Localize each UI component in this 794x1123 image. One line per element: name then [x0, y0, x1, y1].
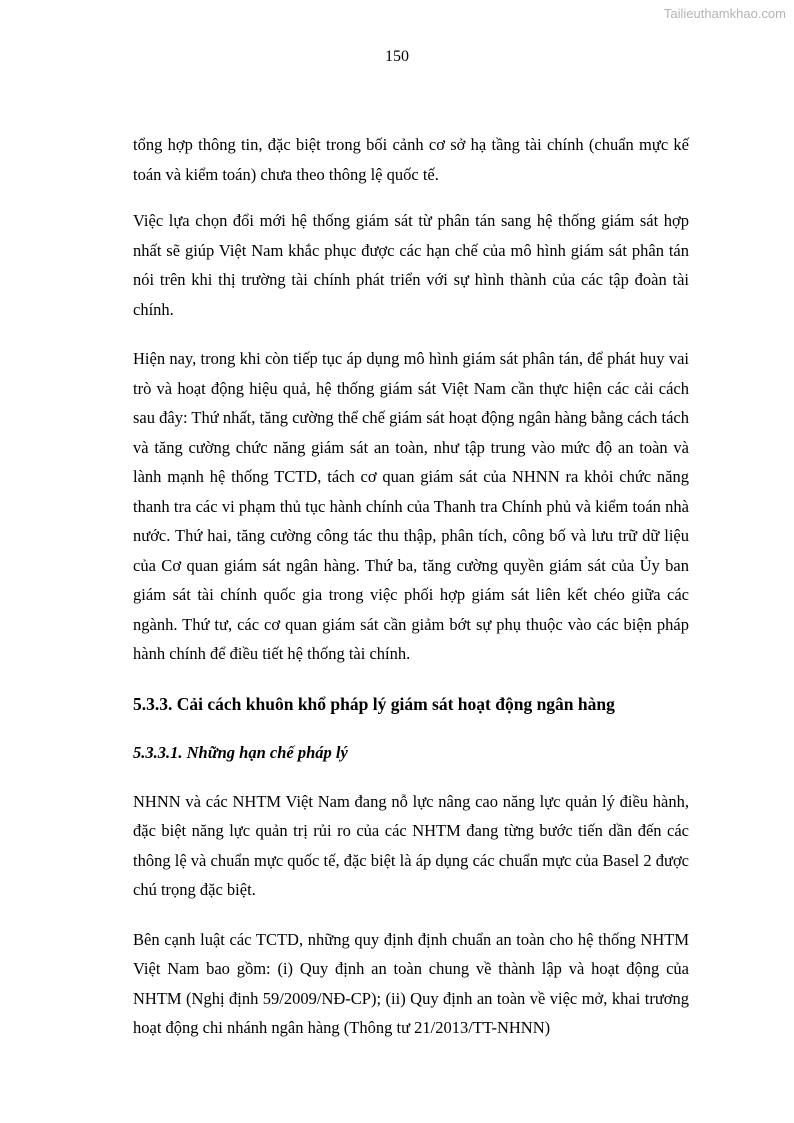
- subsection-heading: 5.3.3.1. Những hạn chế pháp lý: [133, 742, 348, 762]
- paragraph: Hiện nay, trong khi còn tiếp tục áp dụng mô hình giám sát phân tán, để phát huy vai trò và hoạt động hiệu quả, hệ thống giám sát Việt Nam cần thực hiện các cải cách sau đây: Thứ nhất, tăng cường thể chế giám sát hoạt động ngân hàng bằng cách tách và tăng cường chức năng giám sát an toàn, như tập trung vào mức độ an toàn và lành mạnh hệ thống TCTD, tách cơ quan giám sát của NHNN ra khỏi chức năng thanh tra các vi phạm thủ tục hành chính của Thanh tra Chính phủ và kiểm toán nhà nước. Thứ hai, tăng cường công tác thu thập, phân tích, công bố và lưu trữ dữ liệu của Cơ quan giám sát ngân hàng. Thứ ba, tăng cường quyền giám sát của Ủy ban giám sát tài chính quốc gia trong việc phối hợp giám sát liên kết chéo giữa các ngành. Thứ tư, các cơ quan giám sát cần giảm bớt sự phụ thuộc vào các biện pháp hành chính để điều tiết hệ thống tài chính.: [133, 349, 689, 663]
- section-heading: 5.3.3. Cải cách khuôn khổ pháp lý giám sát hoạt động ngân hàng: [133, 693, 615, 714]
- watermark-text: Tailieuthamkhao.com: [663, 6, 786, 21]
- paragraph: tổng hợp thông tin, đặc biệt trong bối cảnh cơ sở hạ tầng tài chính (chuẩn mực kế toán và kiểm toán) chưa theo thông lệ quốc tế.: [133, 135, 689, 184]
- document-body: [133, 130, 689, 1063]
- paragraph: NHNN và các NHTM Việt Nam đang nỗ lực nâng cao năng lực quản lý điều hành, đặc biệt năng lực quản trị rủi ro của các NHTM đang từng bước tiến dần đến các thông lệ và chuẩn mực quốc tế, đặc biệt là áp dụng các chuẩn mực của Basel 2 được chú trọng đặc biệt.: [133, 791, 689, 899]
- paragraph: Việc lựa chọn đổi mới hệ thống giám sát từ phân tán sang hệ thống giám sát hợp nhất sẽ giúp Việt Nam khắc phục được các hạn chế của mô hình giám sát phân tán nói trên khi thị trường tài chính phát triển với sự hình thành của các tập đoàn tài chính.: [133, 211, 689, 319]
- paragraph: Bên cạnh luật các TCTD, những quy định định chuẩn an toàn cho hệ thống NHTM Việt Nam bao gồm: (i) Quy định an toàn chung về thành lập và hoạt động của NHTM (Nghị định 59/2009/NĐ-CP); (ii) Quy định an toàn về việc mở, khai trương hoạt động chi nhánh ngân hàng (Thông tư 21/2013/TT-NHNN): [133, 929, 689, 1037]
- page-number: 150: [385, 48, 409, 65]
